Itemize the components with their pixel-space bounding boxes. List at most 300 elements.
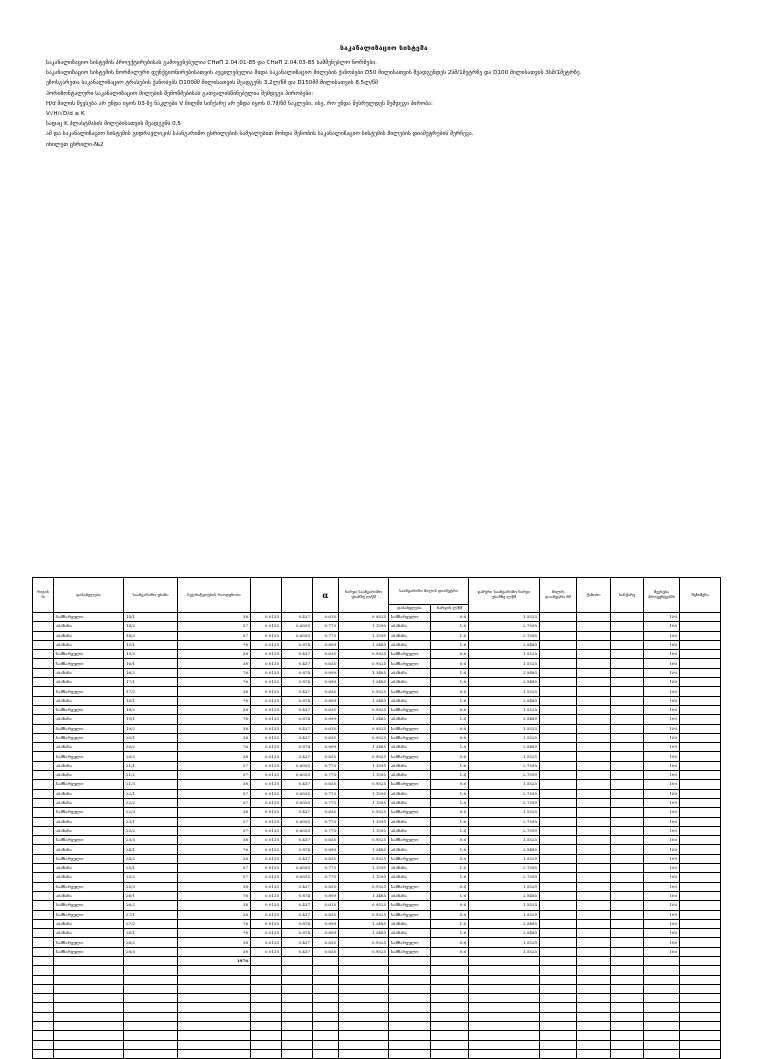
cell-notes [680,780,721,789]
cell-devices: 57 [178,817,251,826]
cell-pipe-flow: 1.6 [431,678,469,687]
cell-name: სამზარეულო [54,808,124,817]
cell-pipe-name: აბაზანა [389,640,431,649]
cell-diameter [540,771,577,780]
cell-speed [611,901,644,910]
table-row [33,873,721,882]
cell-pipe-name: აბაზანა [389,696,431,705]
cell-fill-pct: 100 [644,873,680,882]
empty-cell [124,1049,178,1058]
cell-alpha: 0.635 [313,724,339,733]
empty-cell [680,994,721,1003]
cell-col5: 0.0135 [251,631,282,640]
cell-pipe-name: აბაზანა [389,919,431,928]
empty-cell [339,1040,389,1049]
cell-pipe-flow: 1.6 [431,873,469,882]
cell-pipe-flow: 1.6 [431,891,469,900]
empty-cell [54,1003,124,1012]
cell-alpha: 0.899 [313,891,339,900]
cell-name: აბაზანა [54,929,124,938]
cell-pipe-flow: 0.6 [431,659,469,668]
cell-col5: 0.0135 [251,919,282,928]
cell-col5: 0.0135 [251,650,282,659]
cell-col6: 0.874 [282,640,313,649]
table-row [33,836,721,845]
cell-col5: 0.0135 [251,705,282,714]
cell-floor: 16/2 [124,668,178,677]
cell-flow: 0.9525 [339,910,389,919]
cell-total-flow: 2.9485 [469,891,540,900]
cell-slope [577,761,611,770]
cell-num [33,910,54,919]
empty-cell [339,984,389,993]
empty-cell [33,1040,54,1049]
cell-diameter [540,891,577,900]
intro-line: ეზოსგარეთა საკანალიზაციო ტრასების ქანობებს D100მმ მილისათვის შეადგენს 3.2ლ/წმ და D150მმ მილისათვის 8.5ლ/წმ [46,80,378,87]
cell-alpha: 0.635 [313,752,339,761]
cell-pipe-flow: 0.6 [431,808,469,817]
cell-pipe-flow: 1.6 [431,798,469,807]
empty-cell [282,1040,313,1049]
cell-flow: 0.9525 [339,854,389,863]
cell-speed [611,733,644,742]
cell-total-flow: 2.9485 [469,929,540,938]
cell-pipe-flow: 1.6 [431,826,469,835]
cell-name: სამზარეულო [54,613,124,622]
table-row [33,640,721,649]
cell-fill-pct: 100 [644,650,680,659]
table-row [33,901,721,910]
cell-fill-pct: 100 [644,724,680,733]
empty-cell [251,984,282,993]
cell-col5: 0.0135 [251,715,282,724]
empty-cell [389,984,431,993]
empty-cell [540,1022,577,1031]
cell-alpha: 0.635 [313,650,339,659]
table-row [33,705,721,714]
cell-col6: 0.874 [282,696,313,705]
cell-slope [577,882,611,891]
empty-cell [33,975,54,984]
table-row [33,808,721,817]
empty-row [33,1012,721,1021]
cell-name: სამზარეულო [54,752,124,761]
header-pipe-name: დასახელება [389,605,431,613]
cell-diameter [540,705,577,714]
empty-cell [54,966,124,975]
cell-flow: 1.1595 [339,826,389,835]
cell-notes [680,761,721,770]
empty-cell [611,1012,644,1021]
intro-line: ჰორიზონტალური საკანალიზაციო მილების შემოწმებისას გათვალისწინებულია შემდეგი პირობები: [46,90,314,97]
cell-alpha: 0.899 [313,743,339,752]
cell-pipe-flow: 1.6 [431,845,469,854]
cell-num [33,733,54,742]
cell-floor: 24/1 [124,845,178,854]
cell-col5: 0.0135 [251,938,282,947]
empty-cell [178,1049,251,1058]
cell-pipe-name: სამზარეულო [389,882,431,891]
cell-num [33,789,54,798]
cell-col6: 0.437 [282,705,313,714]
cell-pipe-name: სამზარეულო [389,836,431,845]
cell-fill-pct: 100 [644,659,680,668]
cell-devices: 57 [178,789,251,798]
empty-cell [313,1012,339,1021]
cell-devices: 57 [178,864,251,873]
cell-devices: 38 [178,733,251,742]
cell-fill-pct: 100 [644,826,680,835]
empty-cell [469,966,540,975]
cell-slope [577,668,611,677]
empty-cell [611,1022,644,1031]
cell-alpha: 0.773 [313,631,339,640]
cell-diameter [540,761,577,770]
empty-cell [469,975,540,984]
empty-cell [431,975,469,984]
cell-pipe-name: აბაზანა [389,678,431,687]
header-fill-pct: შევსება პროცენტებში [644,578,680,613]
cell-col6: 0.437 [282,938,313,947]
cell-flow: 1.3485 [339,640,389,649]
cell-speed [611,678,644,687]
header-speed: სიჩქარე [611,578,644,613]
empty-cell [339,1003,389,1012]
cell-floor: 14/2 [124,622,178,631]
cell-notes [680,752,721,761]
header-devices: ხელსაწყოების რაოდენობა [178,578,251,613]
cell-pipe-flow: 0.6 [431,854,469,863]
cell-name: სამზარეულო [54,724,124,733]
cell-slope [577,771,611,780]
cell-pipe-name: აბაზანა [389,715,431,724]
empty-cell [251,1003,282,1012]
cell-alpha: 0.773 [313,771,339,780]
cell-notes [680,947,721,956]
empty-cell [33,1012,54,1021]
cell-pipe-flow: 0.6 [431,910,469,919]
empty-cell [540,1049,577,1058]
empty-cell [282,1031,313,1040]
cell-name: აბაზანა [54,817,124,826]
cell-col5: 0.0135 [251,743,282,752]
cell-floor: 23/3 [124,836,178,845]
cell-col5: 0.0135 [251,780,282,789]
table-row [33,724,721,733]
cell-fill-pct: 100 [644,752,680,761]
empty-cell [251,1022,282,1031]
cell-speed [611,622,644,631]
cell-speed [611,882,644,891]
cell-num [33,613,54,622]
cell-notes [680,733,721,742]
empty-row [33,966,721,975]
cell-devices: 57 [178,622,251,631]
cell-col5: 0.0135 [251,724,282,733]
cell-pipe-flow: 1.6 [431,771,469,780]
empty-cell [469,1049,540,1058]
intro-line: სადაც K პლასტმასის მილებისათვის შეადგენს 0,5 [46,121,181,128]
cell-total-flow: 1.5525 [469,752,540,761]
header-slope: ქანობი [577,578,611,613]
cell-floor: 21/3 [124,780,178,789]
cell-flow: 0.9525 [339,780,389,789]
empty-cell [431,966,469,975]
cell-flow: 1.1595 [339,798,389,807]
cell-pipe-name: სამზარეულო [389,901,431,910]
cell-alpha: 0.899 [313,640,339,649]
empty-cell [339,994,389,1003]
cell-floor: 24/2 [124,854,178,863]
cell-name: სამზარეულო [54,854,124,863]
cell-name: აბაზანა [54,678,124,687]
cell-devices: 38 [178,659,251,668]
cell-floor: 20/1 [124,733,178,742]
empty-cell [644,1003,680,1012]
cell-alpha: 0.635 [313,910,339,919]
empty-cell [644,984,680,993]
empty-row [33,975,721,984]
cell-flow: 0.9525 [339,659,389,668]
cell-flow: 1.1595 [339,771,389,780]
empty-cell [611,1040,644,1049]
cell-pipe-name: სამზარეულო [389,724,431,733]
cell-slope [577,659,611,668]
empty-cell [282,1022,313,1031]
cell-flow: 1.3485 [339,678,389,687]
cell-name: სამზარეულო [54,910,124,919]
cell-name: აბაზანა [54,919,124,928]
cell-pipe-name: სამზარეულო [389,780,431,789]
cell-name: აბაზანა [54,789,124,798]
cell-flow: 0.9525 [339,650,389,659]
empty-cell [124,1040,178,1049]
cell-diameter [540,613,577,622]
cell-floor: 15/1 [124,640,178,649]
cell-fill-pct: 100 [644,901,680,910]
cell-fill-pct: 100 [644,789,680,798]
cell-diameter [540,873,577,882]
cell-diameter [540,622,577,631]
cell-devices: 38 [178,705,251,714]
cell-pipe-flow: 0.6 [431,901,469,910]
cell-flow: 1.3485 [339,696,389,705]
table-row [33,650,721,659]
cell-col5: 0.0135 [251,640,282,649]
cell-pipe-flow: 1.6 [431,631,469,640]
cell-speed [611,891,644,900]
cell-notes [680,715,721,724]
cell-fill-pct: 100 [644,947,680,956]
cell-diameter [540,696,577,705]
cell-num [33,622,54,631]
empty-cell [282,1049,313,1058]
cell-pipe-flow: 0.6 [431,947,469,956]
empty-cell [577,966,611,975]
cell-name: აბაზანა [54,798,124,807]
empty-cell [251,1049,282,1058]
cell-col5: 0.0135 [251,696,282,705]
cell-speed [611,659,644,668]
header-total-flow: ჯამური საანგარიშო ხარჯი უბანზე ლ/წმ [469,578,540,613]
cell-speed [611,845,644,854]
cell-flow: 0.9525 [339,752,389,761]
cell-col6: 0.874 [282,715,313,724]
table-row [33,845,721,854]
empty-cell [33,966,54,975]
cell-total-flow: 1.5525 [469,910,540,919]
empty-cell [540,975,577,984]
cell-speed [611,724,644,733]
cell-floor: 23/1 [124,817,178,826]
cell-alpha: 0.635 [313,947,339,956]
empty-cell [611,956,644,965]
empty-cell [282,1003,313,1012]
cell-pipe-name: სამზარეულო [389,733,431,742]
cell-slope [577,845,611,854]
cell-num [33,817,54,826]
cell-pipe-name: სამზარეულო [389,938,431,947]
cell-devices: 38 [178,882,251,891]
cell-num [33,891,54,900]
empty-cell [54,984,124,993]
empty-cell [313,1022,339,1031]
cell-name: სამზარეულო [54,687,124,696]
cell-floor: 20/2 [124,743,178,752]
calculation-table [32,577,721,1059]
cell-diameter [540,715,577,724]
cell-num [33,724,54,733]
cell-name: აბაზანა [54,715,124,724]
empty-cell [431,1049,469,1058]
cell-col5: 0.0135 [251,854,282,863]
cell-floor: 16/1 [124,659,178,668]
cell-fill-pct: 100 [644,938,680,947]
total-row [33,956,721,965]
cell-pipe-flow: 1.6 [431,817,469,826]
cell-total-flow: 1.5525 [469,938,540,947]
cell-floor: 28/3 [124,947,178,956]
cell-alpha: 0.773 [313,798,339,807]
table-row [33,826,721,835]
cell-fill-pct: 100 [644,743,680,752]
cell-col5: 0.0135 [251,864,282,873]
cell-pipe-name: სამზარეულო [389,947,431,956]
cell-pipe-flow: 1.6 [431,919,469,928]
empty-cell [469,1022,540,1031]
table-row [33,938,721,947]
cell-flow: 0.9525 [339,882,389,891]
cell-col6: 0.874 [282,678,313,687]
cell-col5: 0.0135 [251,687,282,696]
cell-total-flow: 2.9485 [469,678,540,687]
empty-cell [178,975,251,984]
cell-col6: 0.437 [282,752,313,761]
cell-col6: 0.6555 [282,826,313,835]
cell-alpha: 0.635 [313,613,339,622]
cell-flow: 0.9525 [339,705,389,714]
cell-fill-pct: 100 [644,808,680,817]
cell-fill-pct: 100 [644,864,680,873]
cell-slope [577,678,611,687]
cell-devices: 38 [178,854,251,863]
cell-slope [577,873,611,882]
cell-speed [611,854,644,863]
cell-diameter [540,687,577,696]
cell-diameter [540,938,577,947]
cell-total-flow: 1.5525 [469,733,540,742]
table-row [33,761,721,770]
cell-name: აბაზანა [54,668,124,677]
cell-floor: 21/1 [124,761,178,770]
table-row [33,882,721,891]
table-row [33,929,721,938]
cell-diameter [540,826,577,835]
empty-cell [389,966,431,975]
cell-alpha: 0.899 [313,696,339,705]
cell-notes [680,910,721,919]
empty-cell [251,966,282,975]
cell-flow: 1.1595 [339,761,389,770]
empty-cell [313,984,339,993]
cell-flow: 1.1595 [339,622,389,631]
cell-col5: 0.0135 [251,873,282,882]
cell-total-flow: 2.7595 [469,789,540,798]
cell-diameter [540,836,577,845]
empty-cell [680,1040,721,1049]
empty-cell [680,1022,721,1031]
cell-floor: 17/2 [124,687,178,696]
cell-slope [577,789,611,798]
cell-col5: 0.0135 [251,798,282,807]
cell-pipe-flow: 0.6 [431,938,469,947]
cell-speed [611,817,644,826]
cell-diameter [540,882,577,891]
empty-cell [389,1012,431,1021]
cell-slope [577,798,611,807]
cell-alpha: 0.635 [313,808,339,817]
cell-col6: 0.874 [282,919,313,928]
cell-fill-pct: 100 [644,705,680,714]
empty-cell [540,1031,577,1040]
empty-cell [124,966,178,975]
cell-col5: 0.0135 [251,901,282,910]
cell-diameter [540,789,577,798]
table-body [33,613,721,1059]
cell-slope [577,687,611,696]
cell-pipe-flow: 0.6 [431,882,469,891]
cell-notes [680,873,721,882]
empty-cell [577,984,611,993]
cell-slope [577,854,611,863]
cell-devices: 38 [178,947,251,956]
empty-cell [389,1040,431,1049]
cell-pipe-flow: 1.6 [431,864,469,873]
cell-flow: 1.3485 [339,668,389,677]
table-row [33,947,721,956]
cell-flow: 1.3485 [339,845,389,854]
empty-cell [389,1022,431,1031]
cell-col6: 0.6555 [282,817,313,826]
cell-alpha: 0.899 [313,668,339,677]
empty-cell [282,1012,313,1021]
header-pipe-flow: ხარჯის ლ/წმ [431,605,469,613]
cell-diameter [540,919,577,928]
empty-cell [54,1049,124,1058]
empty-cell [124,1031,178,1040]
intro-text [46,58,746,150]
empty-cell [469,1040,540,1049]
